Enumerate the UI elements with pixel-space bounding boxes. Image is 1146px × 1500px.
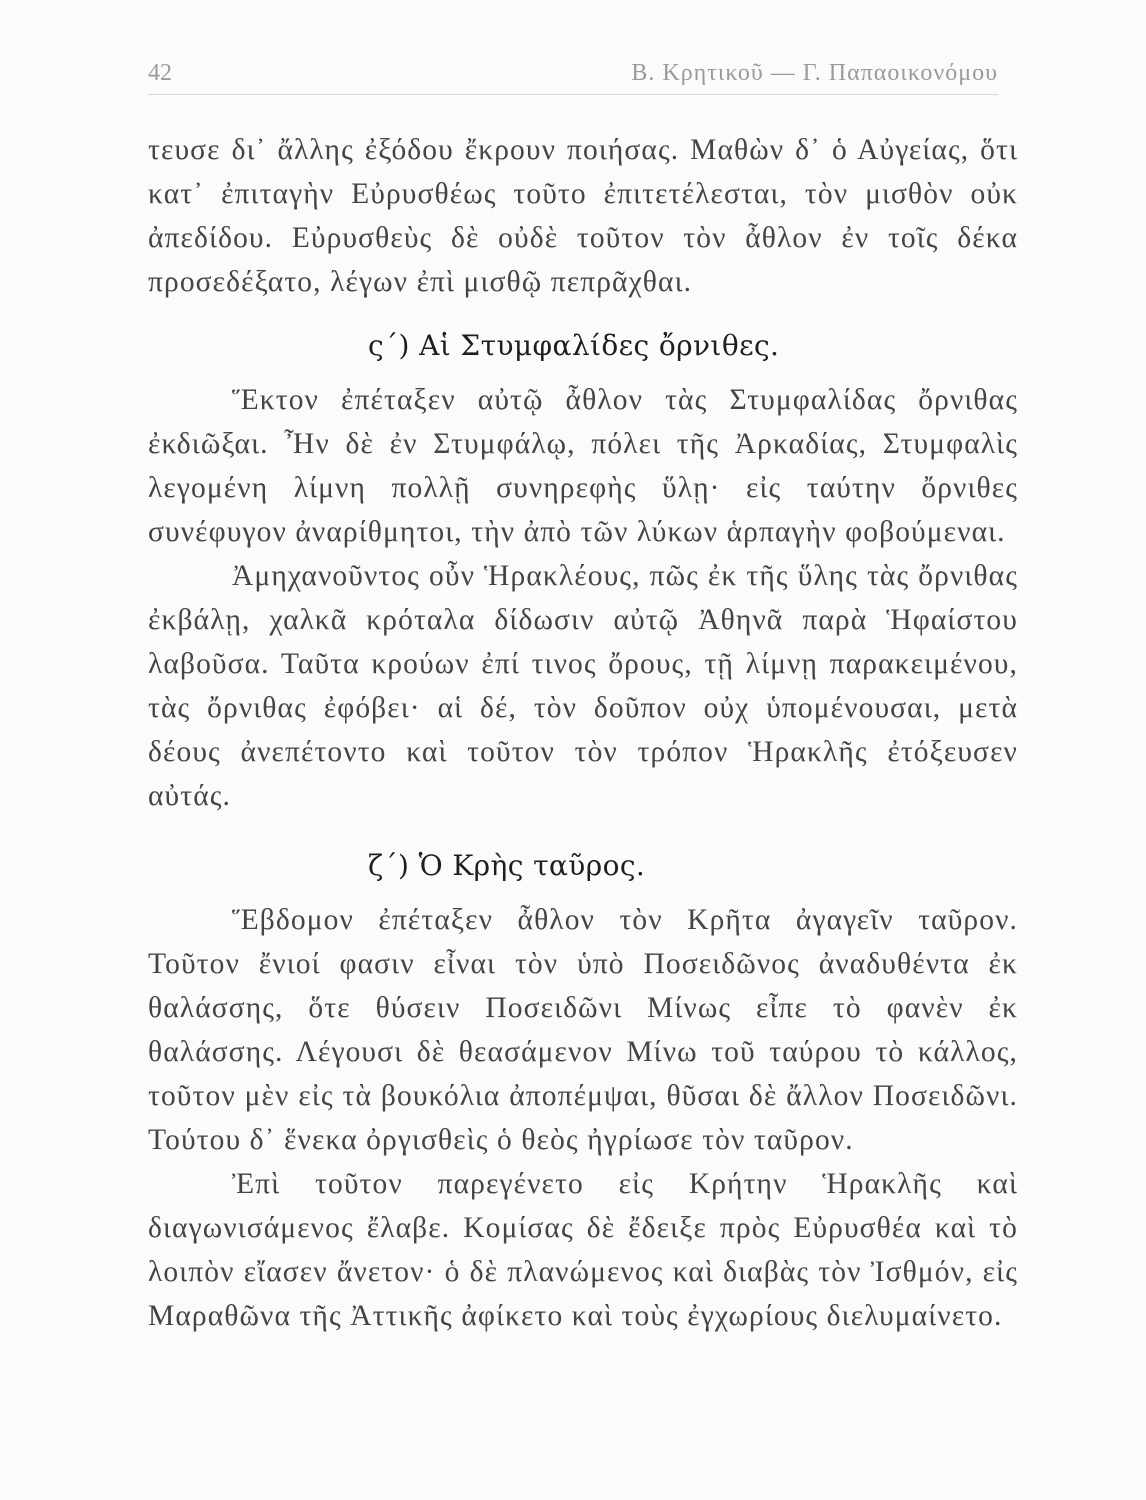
section-heading-stymphalian-birds: ς΄) Αἱ Στυμφαλίδες ὄρνιθες.	[368, 329, 780, 362]
running-title: Β. Κρητικοῦ — Γ. Παπαοικονόμου	[631, 60, 998, 86]
page-number: 42	[148, 60, 172, 86]
paragraph-augeias-ending: τευσε δι᾽ ἄλλης ἐξόδου ἔκρουν ποιήσας. Μαθὼν δ᾽ ὁ Αὐγείας, ὅτι κατ᾽ ἐπιταγὴν Εὐρυσθέως τοῦτο ἐπιτετέλεσται, τὸν μισθὸν οὐκ ἀπεδίδου. Εὐρυσθεὺς δὲ οὐδὲ τοῦτον τὸν ἆθλον ἐν τοῖς δέκα προσεδέξατο, λέγων ἐπὶ μισθῷ πεπρᾶχθαι.	[148, 134, 1018, 298]
page-body	[148, 128, 1018, 1338]
paragraph-cretan-bull-origin: Ἕβδομον ἐπέταξεν ἆθλον τὸν Κρῆτα ἀγαγεῖν ταῦρον. Τοῦτον ἔνιοί φασιν εἶναι τὸν ὑπὸ Ποσειδῶνος ἀναδυθέντα ἐκ θαλάσσης, ὅτε θύσειν Ποσειδῶνι Μίνως εἶπε τὸ φανὲν ἐκ θαλάσσης. Λέγουσι δὲ θεασάμενον Μίνω τοῦ ταύρου τὸ κάλλος, τοῦτον μὲν εἰς τὰ βουκόλια ἀποπέμψαι, θῦσαι δὲ ἄλλον Ποσειδῶνι. Τούτου δ᾽ ἕνεκα ὀργισθεὶς ὁ θεὸς ἠγρίωσε τὸν ταῦρον.	[148, 904, 1018, 1156]
section-heading-cretan-bull: ζ΄) Ὁ Κρὴς ταῦρος.	[368, 849, 646, 882]
paragraph-stymphalian-rattles: Ἀμηχανοῦντος οὖν Ἡρακλέους, πῶς ἐκ τῆς ὕλης τὰς ὄρνιθας ἐκβάλῃ, χαλκᾶ κρόταλα δίδωσιν αὐτῷ Ἀθηνᾶ παρὰ Ἡφαίστου λαβοῦσα. Ταῦτα κρούων ἐπί τινος ὄρους, τῇ λίμνῃ παρακειμένου, τὰς ὄρνιθας ἐφόβει· αἱ δέ, τὸν δοῦπον οὐχ ὑπομένουσαι, μετὰ δέους ἀνεπέτοντο καὶ τοῦτον τὸν τρόπον Ἡρακλῆς ἐτόξευσεν αὐτάς.	[148, 560, 1018, 812]
paragraph-cretan-bull-capture: Ἐπὶ τοῦτον παρεγένετο εἰς Κρήτην Ἡρακλῆς καὶ διαγωνισάμενος ἔλαβε. Κομίσας δὲ ἔδειξε πρὸς Εὐρυσθέα καὶ τὸ λοιπὸν εἴασεν ἄνετον· ὁ δὲ πλανώμενος καὶ διαβὰς τὸν Ἰσθμόν, εἰς Μαραθῶνα τῆς Ἀττικῆς ἀφίκετο καὶ τοὺς ἐγχωρίους διελυμαίνετο.	[148, 1168, 1018, 1332]
paragraph-stymphalian-intro: Ἕκτον ἐπέταξεν αὐτῷ ἆθλον τὰς Στυμφαλίδας ὄρνιθας ἐκδιῶξαι. Ἦν δὲ ἐν Στυμφάλῳ, πόλει τῆς Ἀρκαδίας, Στυμφαλὶς λεγομένη λίμνη πολλῇ συνηρεφὴς ὕλῃ· εἰς ταύτην ὄρνιθες συνέφυγον ἀναρίθμητοι, τὴν ἀπὸ τῶν λύκων ἁρπαγὴν φοβούμεναι.	[148, 384, 1018, 548]
running-header	[148, 58, 998, 95]
